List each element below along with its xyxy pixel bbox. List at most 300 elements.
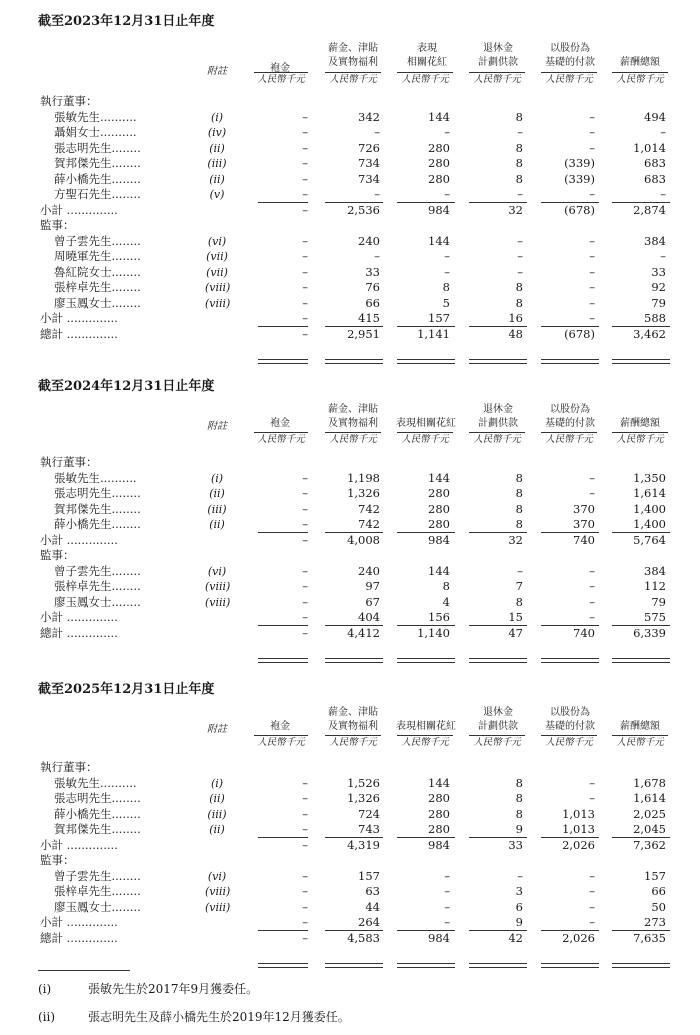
subtotal-rule	[258, 930, 308, 931]
header-fees: 袍金	[270, 63, 290, 74]
row-note-ref: (vi)	[207, 234, 227, 248]
cell-salaries: 1,326	[347, 486, 380, 500]
subtotal-rule	[397, 532, 455, 533]
cell-salaries: 734	[358, 156, 380, 170]
cell-total: 1,400	[633, 501, 666, 516]
table-row	[0, 884, 700, 900]
row-note-ref: (iii)	[207, 807, 227, 821]
header-total: 薪酬總額	[620, 57, 660, 68]
subtotal-rule	[612, 326, 670, 327]
subtotal-rule	[325, 625, 383, 626]
double-underline	[469, 658, 527, 663]
cell-pension: 6	[515, 899, 523, 914]
cell-share-based: –	[589, 915, 595, 929]
unit-label: 人民幣千元	[469, 72, 525, 86]
double-underline	[541, 963, 599, 968]
row-label: 張梓卓先生........	[54, 280, 141, 294]
cell-fees: –	[302, 822, 308, 836]
subtotal-rule	[541, 202, 599, 203]
cell-total: 384	[644, 233, 666, 248]
table-row	[0, 265, 700, 281]
unit-label: 人民幣千元	[325, 735, 381, 749]
cell-pension: 33	[508, 837, 523, 852]
subtotal-row	[0, 533, 700, 549]
cell-pension: –	[517, 125, 523, 139]
row-label: 執行董事：	[40, 455, 98, 469]
row-label: 周曉軍先生........	[54, 249, 141, 263]
total-row	[0, 327, 700, 343]
subtotal-row	[0, 203, 700, 219]
cell-share-based: –	[589, 311, 595, 325]
cell-pension: 8	[515, 517, 523, 531]
subtotal-rule	[612, 625, 670, 626]
row-note-ref: (vii)	[206, 250, 228, 263]
unit-label: 人民幣千元	[254, 72, 308, 86]
unit-label: 人民幣千元	[254, 432, 308, 446]
cell-bonus: 144	[428, 775, 450, 790]
row-label: 張敏先生..........	[54, 775, 137, 790]
footnote	[38, 1008, 350, 1025]
cell-fees: –	[302, 594, 308, 609]
table-row	[0, 156, 700, 172]
row-label: 張梓卓先生........	[54, 884, 141, 898]
cell-fees: –	[302, 140, 308, 155]
cell-fees: –	[302, 109, 308, 124]
row-label: 廖玉鳳女士........	[54, 899, 141, 914]
cell-total: 1,014	[633, 140, 666, 155]
cell-share-based: –	[589, 610, 595, 624]
header-share-line1: 以股份為	[550, 707, 590, 718]
double-underline	[258, 359, 308, 364]
cell-pension: 8	[515, 594, 523, 609]
cell-bonus: 8	[442, 579, 450, 593]
subtotal-rule	[469, 837, 527, 838]
subtotal-row	[0, 610, 700, 626]
group-label-supervisors	[0, 853, 700, 869]
cell-pension: 48	[508, 326, 523, 341]
cell-share-based: –	[589, 125, 595, 139]
row-note-ref: (ii)	[209, 823, 225, 836]
cell-total: 112	[644, 579, 666, 593]
row-label: 總計 ..............	[40, 326, 118, 341]
table-row	[0, 234, 700, 250]
cell-pension: 16	[508, 311, 523, 325]
cell-fees: –	[302, 899, 308, 914]
cell-pension: 9	[515, 822, 523, 836]
cell-fees: –	[302, 470, 308, 485]
subtotal-rule	[397, 930, 455, 931]
subtotal-rule	[397, 326, 455, 327]
cell-bonus: 280	[428, 791, 450, 805]
cell-bonus: 156	[428, 610, 450, 624]
cell-salaries: 1,198	[347, 470, 380, 485]
row-label: 張志明先生........	[54, 486, 141, 500]
cell-share-based: –	[589, 470, 595, 485]
subtotal-rule	[612, 202, 670, 203]
row-label: 曾子雲先生........	[54, 563, 141, 578]
cell-salaries: 4,319	[347, 837, 380, 852]
cell-fees: –	[302, 884, 308, 898]
row-note-ref: (viii)	[205, 580, 231, 593]
cell-fees: –	[302, 930, 308, 945]
cell-total: –	[660, 187, 666, 201]
header-pension-line2: 計劃供款	[478, 57, 518, 68]
header-bonus-line2: 相關花紅	[407, 57, 447, 68]
header-bonus-line1: 表現	[417, 43, 437, 54]
row-label: 小計 ..............	[40, 915, 118, 929]
cell-bonus: –	[444, 264, 450, 279]
table-row	[0, 249, 700, 265]
subtotal-rule	[541, 532, 599, 533]
table-row	[0, 791, 700, 807]
cell-salaries: 44	[365, 899, 380, 914]
double-underline	[325, 658, 383, 663]
table-header	[0, 40, 700, 100]
cell-bonus: 144	[428, 109, 450, 124]
table-row	[0, 502, 700, 518]
cell-salaries: 4,412	[347, 625, 380, 640]
footnote-divider	[38, 970, 130, 971]
group-label-supervisors	[0, 548, 700, 564]
header-pension-line1: 退休金	[483, 43, 513, 54]
unit-label: 人民幣千元	[254, 735, 308, 749]
cell-fees: –	[302, 625, 308, 640]
row-note-ref: (i)	[210, 776, 224, 790]
cell-fees: –	[302, 233, 308, 248]
cell-bonus: 280	[428, 517, 450, 531]
subtotal-rule	[258, 326, 308, 327]
section-title: 截至2023年12月31日止年度	[38, 14, 215, 29]
subtotal-rule	[397, 837, 455, 838]
row-label: 監事：	[40, 548, 75, 562]
subtotal-rule	[325, 930, 383, 931]
double-underline	[469, 359, 527, 364]
header-total: 薪酬總額	[620, 418, 660, 429]
table-body	[0, 455, 700, 641]
cell-salaries: 726	[358, 140, 380, 155]
cell-fees: –	[302, 311, 308, 325]
cell-fees: –	[302, 532, 308, 547]
row-label: 薛小橋先生........	[54, 806, 141, 821]
cell-fees: –	[302, 610, 308, 624]
cell-total: 50	[651, 899, 666, 914]
cell-salaries: –	[374, 187, 380, 201]
cell-fees: –	[302, 249, 308, 263]
table-row	[0, 486, 700, 502]
cell-bonus: –	[444, 249, 450, 263]
cell-share-based: –	[589, 884, 595, 898]
subtotal-rule	[541, 326, 599, 327]
double-underline	[469, 963, 527, 968]
row-label: 張敏先生..........	[54, 470, 137, 485]
subtotal-rule	[258, 532, 308, 533]
table-row	[0, 564, 700, 580]
subtotal-rule	[469, 625, 527, 626]
unit-label: 人民幣千元	[612, 735, 668, 749]
cell-bonus: 984	[428, 202, 450, 217]
table-row	[0, 296, 700, 312]
cell-pension: 8	[515, 806, 523, 821]
footnote-mark: (ii)	[38, 1010, 56, 1024]
row-note-ref: (ii)	[209, 792, 225, 805]
subtotal-rule	[397, 625, 455, 626]
cell-total: 683	[644, 171, 666, 186]
cell-share-based: 740	[573, 532, 595, 547]
unit-label: 人民幣千元	[612, 432, 668, 446]
row-label: 張敏先生..........	[54, 109, 137, 124]
cell-pension: –	[517, 264, 523, 279]
double-underline	[612, 963, 670, 968]
subtotal-rule	[258, 625, 308, 626]
section-title: 截至2025年12月31日止年度	[38, 682, 215, 697]
subtotal-rule	[469, 532, 527, 533]
footnote-text: 張敏先生於2017年9月獲委任。	[88, 982, 259, 996]
header-note: 附註	[207, 421, 227, 432]
table-row	[0, 517, 700, 533]
header-note: 附註	[207, 66, 227, 77]
cell-share-based: –	[589, 563, 595, 578]
subtotal-row	[0, 311, 700, 327]
table-header	[0, 403, 700, 463]
cell-share-based: –	[589, 280, 595, 294]
cell-total: 1,400	[633, 517, 666, 531]
header-note: 附註	[207, 724, 227, 735]
subtotal-rule	[612, 837, 670, 838]
cell-pension: 8	[515, 109, 523, 124]
group-label-executive	[0, 455, 700, 471]
row-note-ref: (viii)	[205, 595, 231, 609]
header-pension-line2: 計劃供款	[478, 418, 518, 429]
cell-salaries: 724	[358, 806, 380, 821]
cell-pension: 8	[515, 501, 523, 516]
cell-total: 157	[644, 868, 666, 883]
row-note-ref: (ii)	[209, 141, 225, 155]
cell-fees: –	[302, 187, 308, 201]
cell-fees: –	[302, 326, 308, 341]
cell-fees: –	[302, 156, 308, 170]
subtotal-rule	[258, 202, 308, 203]
cell-bonus: 280	[428, 822, 450, 836]
cell-fees: –	[302, 486, 308, 500]
table-row	[0, 471, 700, 487]
table-row	[0, 579, 700, 595]
row-note-ref: (iv)	[207, 126, 227, 139]
cell-share-based: 370	[573, 501, 595, 516]
cell-fees: –	[302, 517, 308, 531]
double-underline	[612, 359, 670, 364]
cell-salaries: 2,951	[347, 326, 380, 341]
cell-salaries: –	[374, 125, 380, 139]
cell-share-based: –	[589, 579, 595, 593]
cell-total: 7,635	[633, 930, 666, 945]
cell-total: 588	[644, 311, 666, 325]
cell-salaries: 33	[365, 264, 380, 279]
cell-bonus: 144	[428, 233, 450, 248]
cell-total: 3,462	[633, 326, 666, 341]
cell-total: 683	[644, 156, 666, 170]
cell-bonus: 144	[428, 470, 450, 485]
row-label: 薛小橋先生........	[54, 171, 141, 186]
cell-salaries: 2,536	[347, 202, 380, 217]
cell-bonus: 4	[442, 594, 450, 609]
row-label: 小計 ..............	[40, 610, 118, 624]
cell-salaries: 97	[365, 579, 380, 593]
table-row	[0, 869, 700, 885]
cell-pension: –	[517, 249, 523, 263]
cell-bonus: 144	[428, 563, 450, 578]
cell-bonus: 280	[428, 486, 450, 500]
unit-label: 人民幣千元	[397, 735, 453, 749]
header-share-line2: 基礎的付款	[545, 721, 595, 732]
cell-share-based: –	[589, 775, 595, 790]
subtotal-row	[0, 915, 700, 931]
cell-fees: –	[302, 501, 308, 516]
section-title: 截至2024年12月31日止年度	[38, 379, 215, 394]
row-label: 曾子雲先生........	[54, 233, 141, 248]
cell-share-based: –	[589, 899, 595, 914]
cell-fees: –	[302, 280, 308, 294]
cell-fees: –	[302, 264, 308, 279]
cell-bonus: –	[444, 884, 450, 898]
cell-bonus: 1,141	[417, 326, 450, 341]
cell-total: 79	[651, 295, 666, 310]
cell-total: –	[660, 249, 666, 263]
row-label: 執行董事：	[40, 760, 98, 774]
cell-pension: 3	[515, 884, 523, 898]
row-note-ref: (viii)	[205, 296, 231, 310]
cell-pension: 8	[515, 791, 523, 805]
cell-share-based: (339)	[564, 156, 595, 170]
cell-bonus: –	[444, 899, 450, 914]
header-share-line1: 以股份為	[550, 43, 590, 54]
subtotal-rule	[541, 625, 599, 626]
double-underline	[397, 658, 455, 663]
row-label: 小計 ..............	[40, 202, 118, 217]
unit-label: 人民幣千元	[541, 432, 597, 446]
cell-share-based: 740	[573, 625, 595, 640]
subtotal-rule	[325, 532, 383, 533]
row-label: 魯紅院女士........	[54, 264, 141, 279]
cell-share-based: –	[589, 486, 595, 500]
row-label: 執行董事：	[40, 94, 98, 108]
subtotal-row	[0, 838, 700, 854]
cell-share-based: (678)	[564, 202, 595, 217]
cell-pension: 32	[508, 202, 523, 217]
cell-bonus: –	[444, 125, 450, 139]
double-underline	[325, 963, 383, 968]
subtotal-rule	[469, 202, 527, 203]
cell-bonus: 280	[428, 806, 450, 821]
cell-pension: 8	[515, 156, 523, 170]
cell-share-based: (339)	[564, 171, 595, 186]
cell-total: 273	[644, 915, 666, 929]
row-label: 張志明先生........	[54, 791, 141, 805]
row-label: 小計 ..............	[40, 532, 118, 547]
double-underline	[541, 658, 599, 663]
total-row	[0, 931, 700, 947]
cell-salaries: 734	[358, 171, 380, 186]
cell-salaries: 240	[358, 563, 380, 578]
cell-total: 6,339	[633, 625, 666, 640]
cell-salaries: 742	[358, 501, 380, 516]
unit-label: 人民幣千元	[541, 735, 597, 749]
total-row	[0, 626, 700, 642]
cell-total: 92	[651, 280, 666, 294]
cell-bonus: 984	[428, 532, 450, 547]
cell-bonus: –	[444, 915, 450, 929]
cell-bonus: –	[444, 868, 450, 883]
header-pension-line1: 退休金	[483, 404, 513, 415]
double-underline	[541, 359, 599, 364]
subtotal-rule	[612, 930, 670, 931]
cell-share-based: –	[589, 791, 595, 805]
cell-fees: –	[302, 915, 308, 929]
subtotal-rule	[397, 202, 455, 203]
table-row	[0, 141, 700, 157]
header-share-line1: 以股份為	[550, 404, 590, 415]
row-note-ref: (i)	[210, 471, 224, 485]
cell-salaries: 76	[365, 280, 380, 294]
cell-share-based: 2,026	[562, 930, 595, 945]
subtotal-rule	[541, 930, 599, 931]
row-label: 賀邦傑先生........	[54, 501, 141, 516]
cell-salaries: 63	[365, 884, 380, 898]
header-salaries-line1: 薪金、津貼	[328, 404, 378, 415]
header-total: 薪酬總額	[620, 721, 660, 732]
cell-pension: –	[517, 187, 523, 201]
cell-share-based: –	[589, 249, 595, 263]
header-fees: 袍金	[270, 418, 290, 429]
row-note-ref: (ii)	[209, 518, 225, 531]
cell-share-based: –	[589, 868, 595, 883]
cell-total: 2,025	[633, 806, 666, 821]
cell-share-based: –	[589, 233, 595, 248]
table-row	[0, 125, 700, 141]
table-row	[0, 280, 700, 296]
cell-pension: 7	[515, 579, 523, 593]
subtotal-rule	[612, 532, 670, 533]
header-salaries-line2: 及實物福利	[328, 721, 378, 732]
double-underline	[258, 658, 308, 663]
row-note-ref: (i)	[210, 110, 224, 124]
footnote-text: 張志明先生及薛小橋先生於2019年12月獲委任。	[88, 1010, 350, 1024]
cell-fees: –	[302, 791, 308, 805]
row-label: 賀邦傑先生........	[54, 156, 141, 170]
cell-total: 2,045	[633, 822, 666, 836]
cell-bonus: –	[444, 187, 450, 201]
cell-salaries: 264	[358, 915, 380, 929]
cell-total: 66	[651, 884, 666, 898]
cell-bonus: 280	[428, 140, 450, 155]
cell-bonus: 984	[428, 930, 450, 945]
group-label-executive	[0, 760, 700, 776]
cell-fees: –	[302, 563, 308, 578]
cell-pension: –	[517, 868, 523, 883]
double-underline	[397, 963, 455, 968]
cell-total: 494	[644, 109, 666, 124]
row-label: 小計 ..............	[40, 837, 118, 852]
header-salaries-line2: 及實物福利	[328, 418, 378, 429]
row-label: 廖玉鳳女士........	[54, 295, 141, 310]
row-label: 聶娟女士..........	[54, 125, 137, 139]
header-share-line2: 基礎的付款	[545, 418, 595, 429]
row-note-ref: (vi)	[207, 564, 227, 578]
cell-fees: –	[302, 171, 308, 186]
cell-fees: –	[302, 868, 308, 883]
header-bonus: 表現相關花紅	[396, 418, 456, 429]
unit-label: 人民幣千元	[469, 735, 525, 749]
cell-share-based: –	[589, 187, 595, 201]
